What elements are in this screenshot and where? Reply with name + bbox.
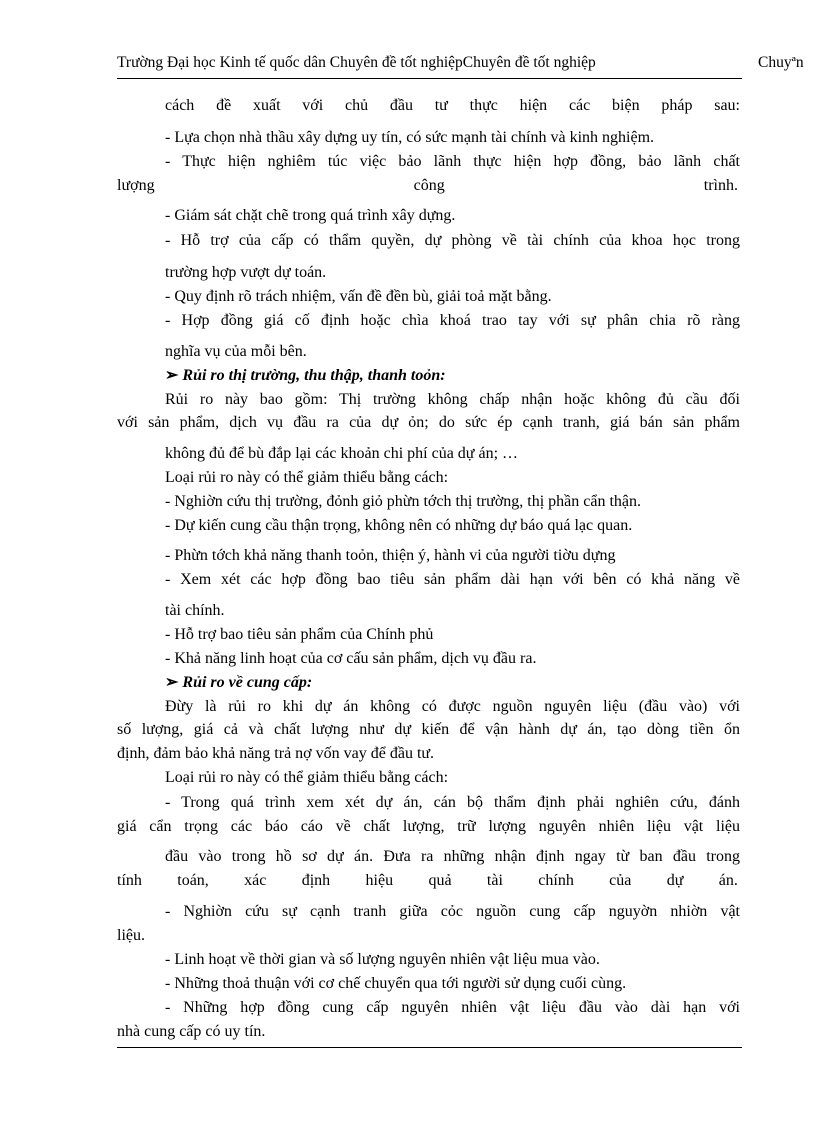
arrow-bullet-icon: ➢ xyxy=(165,674,179,691)
paragraph-line: - Nghiờn cứu sự cạnh tranh giữa cỏc nguồn cung cấp nguyờn nhiờn vật xyxy=(165,903,740,920)
paragraph-line: - Trong quá trình xem xét dự án, cán bộ thẩm định phải nghiên cứu, đánh xyxy=(165,794,740,811)
paragraph-line: - Xem xét các hợp đồng bao tiêu sản phẩm dài hạn với bên có khả năng về xyxy=(165,571,740,588)
paragraph-line: Đừy là rủi ro khi dự án không có được nguồn nguyên liệu (đầu vào) với xyxy=(165,698,740,715)
paragraph-line: số lượng, giá cả và chất lượng như dự kiến để vận hành dự án, tạo dòng tiền ổn xyxy=(117,721,740,738)
paragraph-line: - Lựa chọn nhà thầu xây dựng uy tín, có sức mạnh tài chính và kinh nghiệm. xyxy=(165,129,655,146)
paragraph-line: - Hỗ trợ của cấp có thẩm quyền, dự phòng về tài chính của khoa học trong xyxy=(165,232,740,249)
paragraph-line: nghĩa vụ của mỗi bên. xyxy=(165,343,307,360)
paragraph-line: nhà cung cấp có uy tín. xyxy=(117,1023,266,1040)
paragraph-line: - Những hợp đồng cung cấp nguyên nhiên vật liệu đầu vào dài hạn với xyxy=(165,999,740,1016)
word: hiệu xyxy=(365,872,394,889)
word: toán, xyxy=(177,872,209,889)
paragraph-line: - Những thoả thuận với cơ chế chuyển qua tới người sử dụng cuối cùng. xyxy=(165,975,627,992)
paragraph-line: - Giám sát chặt chẽ trong quá trình xây dựng. xyxy=(165,207,456,224)
section-heading xyxy=(165,366,446,386)
paragraph-line: cách đề xuất với chủ đầu tư thực hiện các biện pháp sau: xyxy=(165,97,740,114)
arrow-bullet-icon: ➢ xyxy=(165,367,179,384)
paragraph-line: trường hợp vượt dự toán. xyxy=(165,264,327,281)
paragraph-line: Rủi ro này bao gồm: Thị trường không chấp nhận hoặc không đủ cầu đối xyxy=(165,391,740,408)
header-rule xyxy=(117,78,742,79)
section-heading-text: Rủi ro thị trường, thu thập, thanh toỏn: xyxy=(182,367,446,384)
word: quả xyxy=(428,872,452,889)
section-heading-text: Rủi ro về cung cấp: xyxy=(182,674,313,691)
word: tài xyxy=(486,872,503,889)
paragraph-line: - Linh hoạt về thời gian và số lượng nguyên nhiên vật liệu mua vào. xyxy=(165,951,600,968)
paragraph-line: - Khả năng linh hoạt của cơ cấu sản phẩm, dịch vụ đầu ra. xyxy=(165,650,537,667)
header-title: Trường Đại học Kinh tế quốc dân Chuyên đề tốt nghiệpChuyên đề tốt nghiệp xyxy=(117,54,596,71)
word: công xyxy=(413,177,445,194)
paragraph-line: giá cẩn trọng các báo cáo về chất lượng, trữ lượng nguyên nhiên liệu vật liệu xyxy=(117,818,740,835)
paragraph-line: - Dự kiến cung cầu thận trọng, không nên có những dự báo quá lạc quan. xyxy=(165,517,633,534)
header-right: Chuyªn xyxy=(758,54,804,71)
paragraph-line: - Phừn tớch khả năng thanh toỏn, thiện ý, hành vi của người tiờu dựng xyxy=(165,547,616,564)
section-heading xyxy=(165,673,312,693)
paragraph-line: không đủ để bù đắp lại các khoản chi phí của dự án; … xyxy=(165,445,519,462)
word: trình. xyxy=(703,177,738,194)
paragraph-line: với sản phẩm, dịch vụ đầu ra của dự ỏn; do sức ép cạnh tranh, giá bán sản phẩm xyxy=(117,414,740,431)
paragraph-line: Loại rủi ro này có thể giảm thiểu bằng cách: xyxy=(165,769,449,786)
paragraph-line: - Hỗ trợ bao tiêu sản phẩm của Chính phủ xyxy=(165,626,434,643)
paragraph-line-spread xyxy=(117,176,738,196)
paragraph-line: liệu. xyxy=(117,927,145,944)
paragraph-line: - Nghiờn cứu thị trường, đỏnh giỏ phừn tớch thị trường, thị phần cẩn thận. xyxy=(165,493,642,510)
paragraph-line: - Quy định rõ trách nhiệm, vấn đề đền bù, giải toả mặt bằng. xyxy=(165,288,552,305)
word: của xyxy=(609,872,632,889)
paragraph-line: Loại rủi ro này có thể giảm thiểu bằng cách: xyxy=(165,469,449,486)
word: dự xyxy=(666,872,684,889)
word: tính xyxy=(117,872,142,889)
paragraph-line-spread xyxy=(117,871,738,891)
paragraph-line: đầu vào trong hồ sơ dự án. Đưa ra những nhận định ngay từ ban đầu trong xyxy=(165,848,740,865)
word: định xyxy=(301,872,331,889)
paragraph-line: - Hợp đồng giá cố định hoặc chìa khoá trao tay với sự phân chia rõ ràng xyxy=(165,312,740,329)
footer-rule xyxy=(117,1047,742,1048)
word: án. xyxy=(718,872,738,889)
word: lượng xyxy=(117,177,155,194)
word: chính xyxy=(538,872,574,889)
paragraph-line: - Thực hiện nghiêm túc việc bảo lãnh thực hiện hợp đồng, bảo lãnh chất xyxy=(165,153,740,170)
word: xác xyxy=(244,872,267,889)
paragraph-line: tài chính. xyxy=(165,602,225,619)
paragraph-line: định, đảm bảo khả năng trả nợ vốn vay để đầu tư. xyxy=(117,745,435,762)
